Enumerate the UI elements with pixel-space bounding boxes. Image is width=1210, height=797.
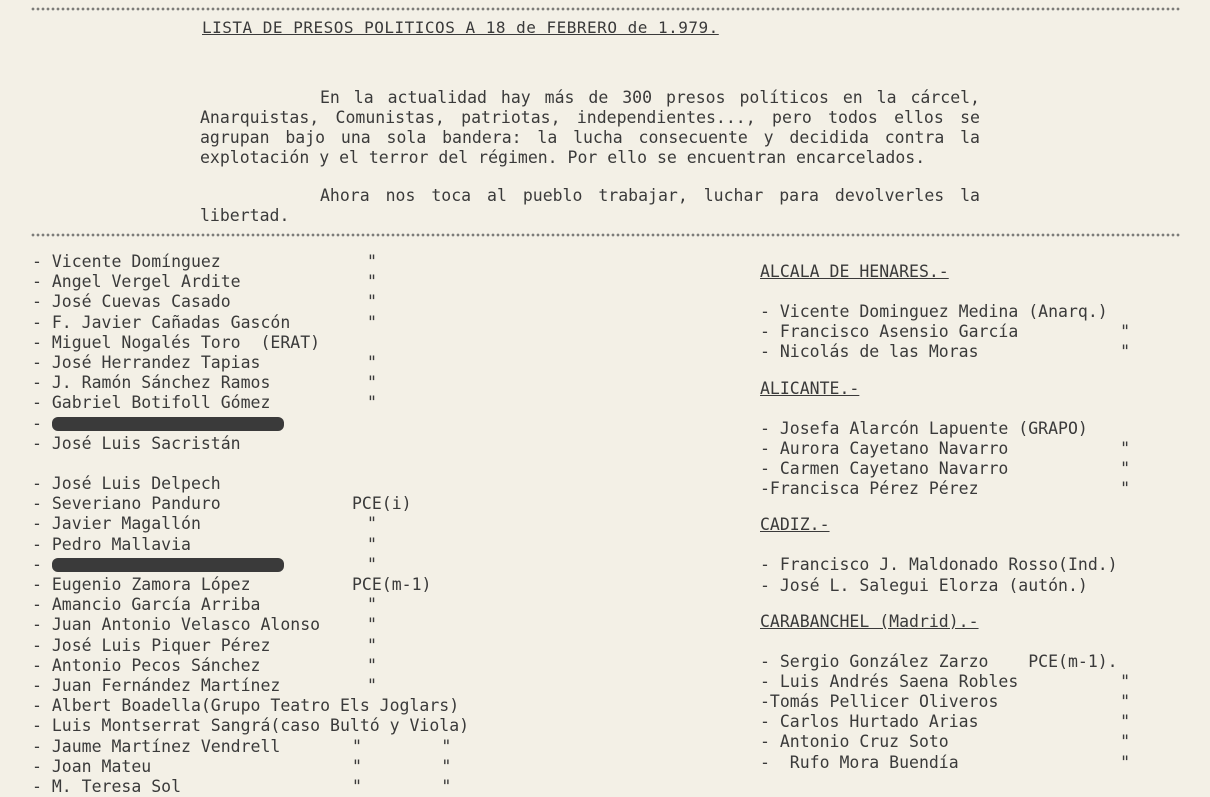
list-item xyxy=(32,373,692,393)
list-item xyxy=(32,414,692,434)
prison-section xyxy=(760,379,1200,500)
prisoner-name: - José Cuevas Casado xyxy=(32,292,231,312)
prisoner-name: - Vicente Dominguez Medina (Anarq.) xyxy=(760,302,1108,321)
prisoner-name: - Aurora Cayetano Navarro xyxy=(760,438,1009,458)
ditto-mark: " xyxy=(367,292,377,312)
prisoner-name: - José Luis Piquer Pérez xyxy=(32,635,271,655)
ditto-mark: " xyxy=(367,655,377,675)
list-item xyxy=(760,322,1200,342)
list-item xyxy=(32,535,692,555)
ditto-mark: " xyxy=(367,312,377,332)
prisoner-name: -Francisca Pérez Pérez xyxy=(760,479,979,499)
list-item xyxy=(32,313,692,333)
list-item xyxy=(760,652,1200,672)
prisoner-name: - Eugenio Zamora López xyxy=(32,575,251,594)
prisoner-name: - Francisco J. Maldonado Rosso(Ind.) xyxy=(760,555,1118,575)
list-item xyxy=(32,696,692,716)
section-title: CARABANCHEL (Madrid).- xyxy=(760,611,979,631)
affiliation-note: " " xyxy=(352,776,452,796)
ditto-mark: " xyxy=(1120,458,1130,478)
ditto-mark: " xyxy=(367,534,377,554)
list-item xyxy=(760,732,1200,752)
prisoner-name: - Francisco Asensio García xyxy=(760,322,1019,342)
ditto-mark: " xyxy=(1120,671,1130,691)
list-item xyxy=(32,595,692,615)
list-item xyxy=(32,272,692,292)
ditto-mark xyxy=(352,414,392,434)
list-item xyxy=(32,393,692,413)
affiliation-note: " " xyxy=(352,736,452,756)
prisoner-name: - Sergio González Zarzo PCE(m-1). xyxy=(760,651,1118,671)
list-item xyxy=(760,459,1200,479)
ditto-mark: " xyxy=(1120,692,1130,712)
list-item xyxy=(32,676,692,696)
prisoner-name: - Miguel Nogalés Toro (ERAT) xyxy=(32,332,321,352)
prison-section xyxy=(760,515,1200,595)
list-item xyxy=(760,419,1200,439)
ditto-mark xyxy=(352,454,392,474)
prisoner-name: - Luis Andrés Saena Robles xyxy=(760,671,1019,691)
ditto-mark: " xyxy=(367,635,377,655)
intro-paragraph-1: En la actualidad hay más de 300 presos políticos en la cárcel, Anarquistas, Comunistas, patriotas, independientes..., pero todos ellos se agrupan bajo una sola bandera: la lucha consecuente y decidida contra la explotación y el terror del régimen. Por ello se encuentran encarcelados. xyxy=(200,88,980,167)
list-item xyxy=(32,777,692,797)
prisoner-name: - Albert Boadella(Grupo Teatro Els Joglars) xyxy=(32,696,460,716)
prisoner-name: - Rufo Mora Buendía xyxy=(760,752,959,772)
list-item xyxy=(760,302,1200,322)
ditto-mark: " xyxy=(367,393,377,413)
prisoner-name: - Vicente Domínguez xyxy=(32,252,221,271)
list-item xyxy=(760,342,1200,362)
ditto-mark: " xyxy=(367,554,377,574)
prisoner-list-right xyxy=(760,262,1200,789)
list-item xyxy=(32,615,692,635)
prisoner-name: - Joan Mateu xyxy=(32,756,152,776)
list-item xyxy=(32,575,692,595)
prisoner-name xyxy=(32,454,352,474)
ditto-mark: " xyxy=(1120,342,1130,362)
list-item xyxy=(760,439,1200,459)
list-item xyxy=(32,474,692,494)
prisoner-name: - José Luis Sacristán xyxy=(32,433,241,453)
list-item xyxy=(32,434,692,454)
prisoner-name: - J. Ramón Sánchez Ramos xyxy=(32,373,271,393)
affiliation-note: PCE(i) xyxy=(352,494,412,514)
prisoner-name: - xyxy=(32,555,352,575)
prisoner-name: - F. Javier Cañadas Gascón xyxy=(32,312,291,332)
list-item xyxy=(32,757,692,777)
affiliation-note: " " xyxy=(352,756,452,776)
ditto-mark: " xyxy=(1120,752,1130,772)
section-title: ALICANTE.- xyxy=(760,378,860,398)
intro-text xyxy=(200,88,980,244)
list-item xyxy=(32,555,692,575)
prisoner-name: - Nicolás de las Moras xyxy=(760,342,979,362)
list-item xyxy=(760,672,1200,692)
ditto-mark: " xyxy=(367,252,377,271)
list-item xyxy=(760,479,1200,499)
list-item xyxy=(32,333,692,353)
ditto-mark: " xyxy=(367,352,377,372)
list-item xyxy=(32,353,692,373)
prisoner-name: - Antonio Pecos Sánchez xyxy=(32,655,261,675)
ditto-mark: " xyxy=(1120,479,1130,499)
ditto-mark: " xyxy=(1120,438,1130,458)
affiliation-note: PCE(m-1) xyxy=(352,575,432,594)
list-item xyxy=(32,252,692,272)
intro-paragraph-2: Ahora nos toca al pueblo trabajar, luchar para devolverles la libertad. xyxy=(200,186,980,225)
prisoner-name: - Carmen Cayetano Navarro xyxy=(760,458,1009,478)
prisoner-name: - Jaume Martínez Vendrell xyxy=(32,736,281,756)
ditto-mark: " xyxy=(367,514,377,534)
prisoner-name: - Juan Fernández Martínez xyxy=(32,675,281,695)
redaction-bar xyxy=(52,417,284,431)
list-item xyxy=(32,292,692,312)
prison-section xyxy=(760,612,1200,773)
list-item xyxy=(32,716,692,736)
prisoner-name: - Josefa Alarcón Lapuente (GRAPO) xyxy=(760,418,1088,438)
list-item xyxy=(32,494,692,514)
ditto-mark: " xyxy=(1120,322,1130,342)
prisoner-list-left xyxy=(32,252,692,797)
page-title: LISTA DE PRESOS POLITICOS A 18 de FEBRERO de 1.979. xyxy=(202,18,719,37)
list-item xyxy=(32,737,692,757)
top-rule xyxy=(30,6,1180,12)
prisoner-name: - Severiano Panduro xyxy=(32,494,221,514)
separator-rule xyxy=(30,232,1180,238)
ditto-mark xyxy=(352,434,392,454)
prisoner-name: -Tomás Pellicer Oliveros xyxy=(760,692,999,712)
list-item xyxy=(32,514,692,534)
ditto-mark xyxy=(352,696,392,716)
list-item xyxy=(760,555,1200,575)
prisoner-name: - José L. Salegui Elorza (autón.) xyxy=(760,575,1088,595)
prisoner-name: - Angel Vergel Ardite xyxy=(32,272,241,292)
list-item xyxy=(760,576,1200,596)
redaction-bar xyxy=(52,558,284,572)
prisoner-name: - Juan Antonio Velasco Alonso xyxy=(32,615,321,635)
prisoner-name: - M. Teresa Sol xyxy=(32,776,182,796)
ditto-mark xyxy=(352,716,392,736)
list-item xyxy=(32,636,692,656)
ditto-mark: " xyxy=(367,373,377,393)
list-item xyxy=(760,753,1200,773)
prisoner-name: - Antonio Cruz Soto xyxy=(760,732,949,752)
prisoner-name: - Carlos Hurtado Arias xyxy=(760,712,979,732)
prisoner-name: - José Luis Delpech xyxy=(32,474,221,494)
section-title: ALCALA DE HENARES.- xyxy=(760,262,949,281)
ditto-mark xyxy=(352,474,392,494)
list-item xyxy=(32,656,692,676)
ditto-mark: " xyxy=(367,272,377,292)
prison-section xyxy=(760,262,1200,363)
ditto-mark: " xyxy=(367,615,377,635)
prisoner-name: - Pedro Mallavia xyxy=(32,534,191,554)
ditto-mark xyxy=(352,333,392,353)
prisoner-name: - xyxy=(32,414,352,434)
list-item xyxy=(32,454,692,474)
prisoner-name: - José Herrandez Tapias xyxy=(32,352,261,372)
list-item xyxy=(760,712,1200,732)
prisoner-name: - Gabriel Botifoll Gómez xyxy=(32,393,271,413)
list-item xyxy=(760,692,1200,712)
ditto-mark: " xyxy=(367,595,377,615)
prisoner-name: - Amancio García Arriba xyxy=(32,595,261,615)
ditto-mark: " xyxy=(367,675,377,695)
prisoner-name: - Javier Magallón xyxy=(32,514,201,534)
ditto-mark: " xyxy=(1120,712,1130,732)
prisoner-name: - Luis Montserrat Sangrá(caso Bultó y Viola) xyxy=(32,716,470,736)
section-title: CADIZ.- xyxy=(760,515,830,535)
ditto-mark: " xyxy=(1120,732,1130,752)
